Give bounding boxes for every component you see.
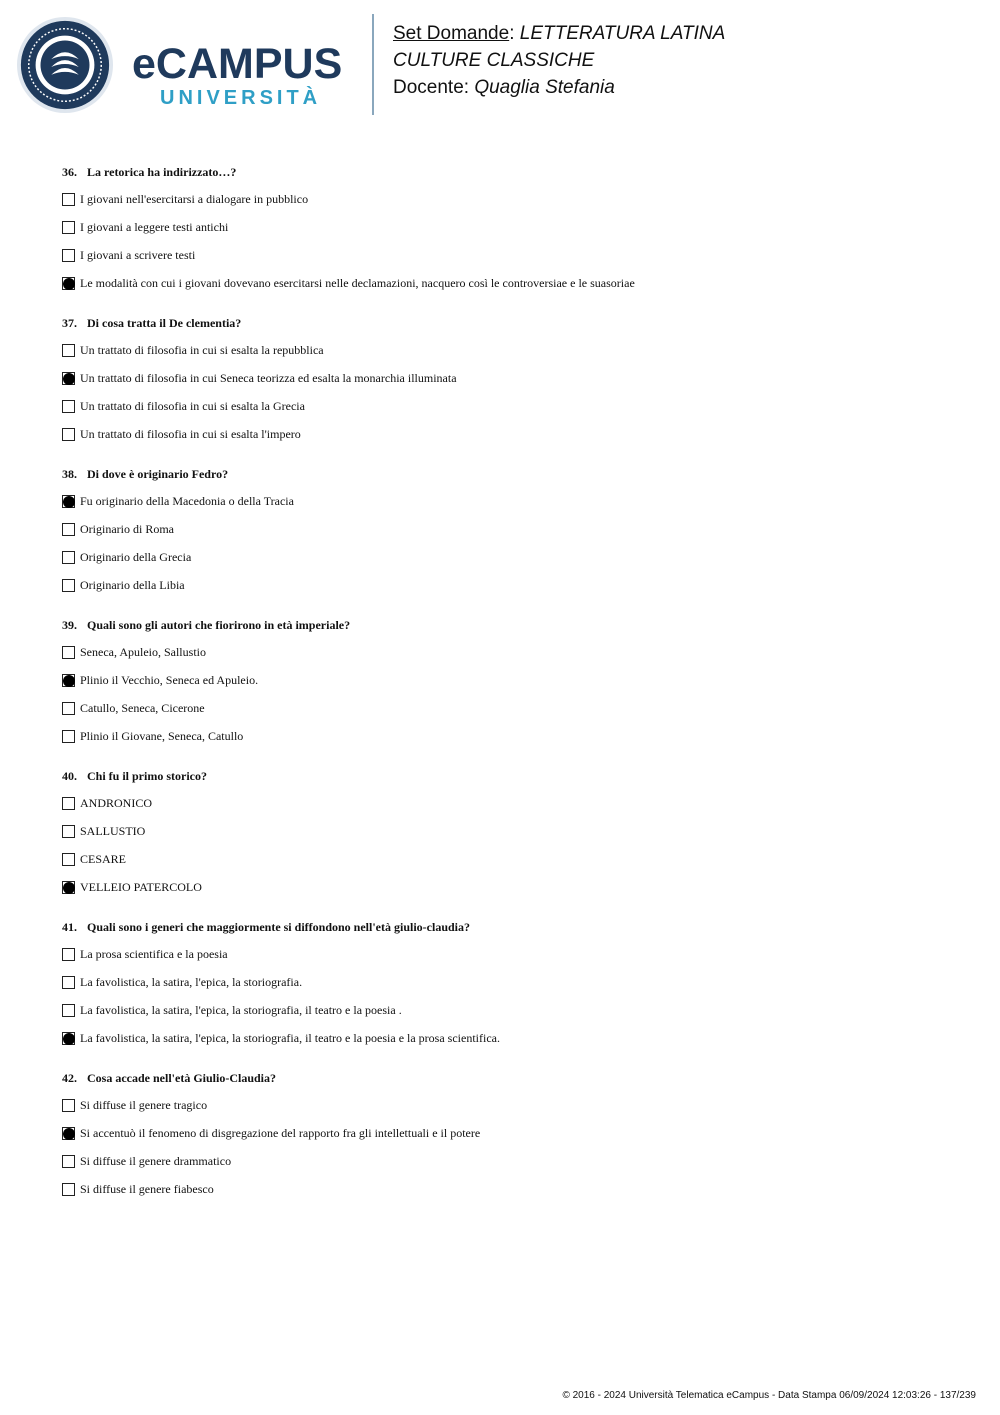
answer-option[interactable] [62, 393, 942, 421]
answer-checkbox-selected[interactable] [62, 495, 75, 508]
answer-text: La favolistica, la satira, l'epica, la storiografia, il teatro e la poesia . [80, 1003, 402, 1017]
answer-checkbox-selected[interactable] [62, 881, 75, 894]
answer-text: Plinio il Vecchio, Seneca ed Apuleio. [80, 673, 259, 687]
question-number: 42. [62, 1071, 77, 1085]
answer-option[interactable] [62, 365, 942, 393]
answer-text: I giovani a scrivere testi [80, 248, 196, 262]
answer-text: Un trattato di filosofia in cui si esalta la repubblica [80, 343, 324, 357]
answer-text: Catullo, Seneca, Cicerone [80, 701, 205, 715]
answer-text: La favolistica, la satira, l'epica, la storiografia, il teatro e la poesia e la prosa scientifica. [80, 1031, 500, 1045]
question-number: 40. [62, 769, 77, 783]
answer-option[interactable] [62, 997, 942, 1025]
answer-option[interactable] [62, 1092, 942, 1120]
answer-checkbox[interactable] [62, 551, 75, 564]
answer-checkbox[interactable] [62, 523, 75, 536]
answer-option[interactable] [62, 818, 942, 846]
answer-option[interactable] [62, 790, 942, 818]
answer-checkbox[interactable] [62, 976, 75, 989]
answer-text: I giovani nell'esercitarsi a dialogare in pubblico [80, 192, 309, 206]
teacher-label: Docente: [393, 77, 475, 98]
answer-option[interactable] [62, 874, 942, 902]
answer-checkbox[interactable] [62, 853, 75, 866]
question-title [62, 315, 942, 331]
answer-option[interactable] [62, 969, 942, 997]
answer-text: Si diffuse il genere fiabesco [80, 1182, 214, 1196]
answer-text: SALLUSTIO [80, 824, 146, 838]
answer-option[interactable] [62, 667, 942, 695]
question-text: Quali sono i generi che maggiormente si diffondono nell'età giulio-claudia? [87, 920, 471, 934]
answer-checkbox[interactable] [62, 400, 75, 413]
question-block [62, 768, 942, 902]
question-block [62, 617, 942, 751]
answer-options [62, 337, 942, 449]
answer-checkbox[interactable] [62, 1099, 75, 1112]
answer-checkbox-selected[interactable] [62, 1032, 75, 1045]
answer-text: Le modalità con cui i giovani dovevano esercitarsi nelle declamazioni, nacquero così le controversiae e le suasoriae [80, 276, 635, 290]
answer-option[interactable] [62, 337, 942, 365]
answer-option[interactable] [62, 214, 942, 242]
question-title [62, 617, 942, 633]
answer-text: Originario della Grecia [80, 550, 192, 564]
answer-text: La prosa scientifica e la poesia [80, 947, 228, 961]
answer-option[interactable] [62, 695, 942, 723]
question-text: Chi fu il primo storico? [87, 769, 207, 783]
answer-text: La favolistica, la satira, l'epica, la storiografia. [80, 975, 303, 989]
question-number: 41. [62, 920, 77, 934]
answer-checkbox[interactable] [62, 646, 75, 659]
answer-text: ANDRONICO [80, 796, 152, 810]
answer-checkbox[interactable] [62, 344, 75, 357]
answer-checkbox[interactable] [62, 797, 75, 810]
answer-text: CESARE [80, 852, 127, 866]
answer-text: Fu originario della Macedonia o della Tracia [80, 494, 294, 508]
answer-option[interactable] [62, 186, 942, 214]
answer-option[interactable] [62, 723, 942, 751]
answer-checkbox-selected[interactable] [62, 1127, 75, 1140]
header-divider [372, 14, 374, 115]
answer-options [62, 186, 942, 298]
ecampus-seal-icon [16, 16, 114, 114]
answer-options [62, 941, 942, 1053]
page-footer: © 2016 - 2024 Università Telematica eCampus - Data Stampa 06/09/2024 12:03:26 - 137/239 [562, 1390, 976, 1401]
answer-option[interactable] [62, 242, 942, 270]
course-name: CULTURE CLASSICHE [393, 50, 595, 71]
answer-text: Originario di Roma [80, 522, 174, 536]
teacher-line [393, 76, 615, 100]
answer-option[interactable] [62, 1120, 942, 1148]
question-text: Quali sono gli autori che fiorirono in età imperiale? [87, 618, 351, 632]
question-text: Di cosa tratta il De clementia? [87, 316, 242, 330]
page-header [0, 0, 1000, 130]
answer-checkbox[interactable] [62, 428, 75, 441]
answer-text: Originario della Libia [80, 578, 185, 592]
set-title: LETTERATURA LATINA [519, 23, 726, 44]
answer-text: Un trattato di filosofia in cui si esalta la Grecia [80, 399, 305, 413]
answer-checkbox-selected[interactable] [62, 674, 75, 687]
answer-options [62, 790, 942, 902]
question-number: 37. [62, 316, 77, 330]
question-block [62, 919, 942, 1053]
answer-checkbox[interactable] [62, 702, 75, 715]
answer-option[interactable] [62, 941, 942, 969]
answer-option[interactable] [62, 516, 942, 544]
answer-option[interactable] [62, 544, 942, 572]
answer-option[interactable] [62, 1025, 942, 1053]
question-number: 39. [62, 618, 77, 632]
brand-name: eCAMPUS [132, 40, 343, 88]
answer-checkbox[interactable] [62, 730, 75, 743]
set-colon: : [509, 23, 520, 44]
answer-checkbox[interactable] [62, 1004, 75, 1017]
answer-checkbox[interactable] [62, 1155, 75, 1168]
question-text: La retorica ha indirizzato…? [87, 165, 237, 179]
question-title [62, 768, 942, 784]
answer-text: Un trattato di filosofia in cui si esalta l'impero [80, 427, 301, 441]
answer-text: VELLEIO PATERCOLO [80, 880, 202, 894]
question-title [62, 164, 942, 180]
answer-checkbox[interactable] [62, 579, 75, 592]
answer-checkbox[interactable] [62, 221, 75, 234]
question-title [62, 1070, 942, 1086]
question-block [62, 1070, 942, 1204]
answer-option[interactable] [62, 846, 942, 874]
answer-checkbox[interactable] [62, 249, 75, 262]
answer-text: Seneca, Apuleio, Sallustio [80, 645, 206, 659]
answer-checkbox-selected[interactable] [62, 372, 75, 385]
answer-options [62, 1092, 942, 1204]
answer-options [62, 639, 942, 751]
question-text: Cosa accade nell'età Giulio-Claudia? [87, 1071, 276, 1085]
question-block [62, 164, 942, 298]
set-label: Set Domande [393, 23, 510, 44]
answer-text: Si diffuse il genere drammatico [80, 1154, 232, 1168]
answer-options [62, 488, 942, 600]
answer-text: Si diffuse il genere tragico [80, 1098, 208, 1112]
answer-option[interactable] [62, 270, 942, 298]
answer-option[interactable] [62, 639, 942, 667]
answer-text: Un trattato di filosofia in cui Seneca teorizza ed esalta la monarchia illuminata [80, 371, 457, 385]
answer-option[interactable] [62, 572, 942, 600]
question-text: Di dove è originario Fedro? [87, 467, 229, 481]
answer-text: I giovani a leggere testi antichi [80, 220, 229, 234]
answer-text: Plinio il Giovane, Seneca, Catullo [80, 729, 244, 743]
answer-checkbox[interactable] [62, 193, 75, 206]
answer-checkbox[interactable] [62, 825, 75, 838]
brand-logo [132, 40, 357, 112]
question-block [62, 466, 942, 600]
question-number: 36. [62, 165, 77, 179]
question-title [62, 919, 942, 935]
answer-checkbox-selected[interactable] [62, 277, 75, 290]
brand-subtitle: UNIVERSITÀ [160, 87, 322, 109]
set-title-line [393, 22, 725, 46]
question-number: 38. [62, 467, 77, 481]
answer-option[interactable] [62, 1148, 942, 1176]
answer-checkbox[interactable] [62, 1183, 75, 1196]
answer-checkbox[interactable] [62, 948, 75, 961]
answer-option[interactable] [62, 488, 942, 516]
answer-option[interactable] [62, 421, 942, 449]
question-title [62, 466, 942, 482]
question-block [62, 315, 942, 449]
teacher-name: Quaglia Stefania [474, 77, 615, 98]
answer-option[interactable] [62, 1176, 942, 1204]
answer-text: Si accentuò il fenomeno di disgregazione del rapporto fra gli intellettuali e il potere [80, 1126, 481, 1140]
